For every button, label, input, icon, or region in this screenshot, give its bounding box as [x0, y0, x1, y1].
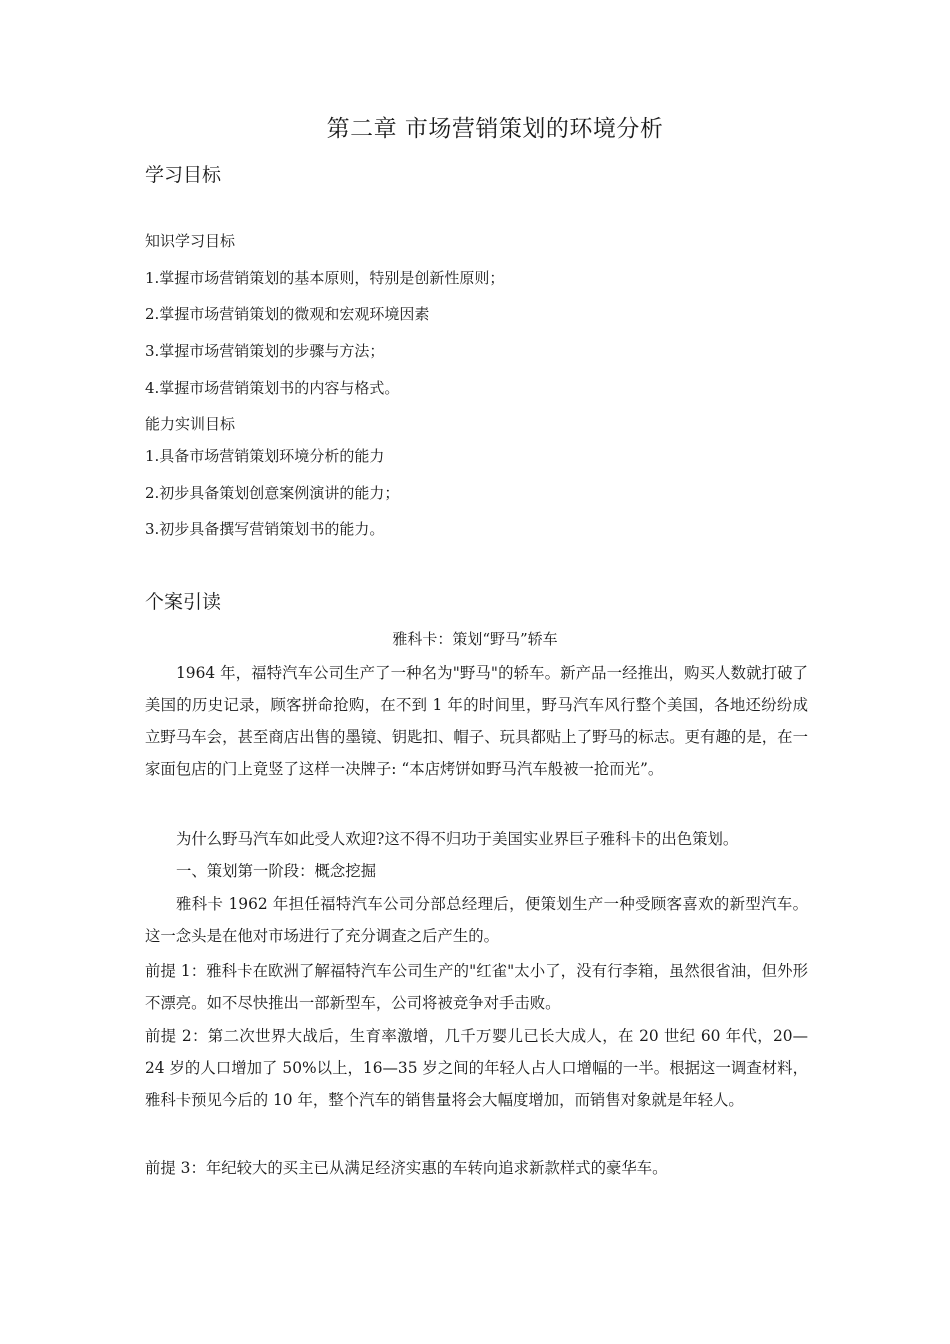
case-title: 雅科卡：策划“野马”轿车	[392, 630, 558, 648]
case-paragraph: 1964 年，福特汽车公司生产了一种名为"野马"的轿车。新产品一经推出，购买人数就打破了美国的历史记录，顾客拼命抢购，在不到 1 年的时间里，野马汽车风行整个美国，各地还纷纷成立野马车会，甚至商店出售的墨镜、钥匙扣、帽子、玩具都贴上了野马的标志。更有趣的是，在一家面包店的门上竟竖了这样一决牌子: “本店烤饼如野马汽车般被一抢而光”。	[145, 664, 808, 778]
knowledge-goal-item: 2.掌握市场营销策划的微观和宏观环境因素	[145, 305, 430, 323]
knowledge-goal-item: 4.掌握市场营销策划书的内容与格式。	[145, 379, 400, 397]
premise-paragraph: 前提 2：第二次世界大战后，生育率激增，几千万婴儿已长大成人，在 20 世纪 60 年代，20—24 岁的人口增加了 50%以上，16—35 岁之间的年轻人占人口增幅的一半。根据这一调查材料，雅科卡预见今后的 10 年，整个汽车的销售量将会大幅度增加，而销售对象就是年轻人。	[145, 1027, 808, 1109]
ability-goal-item: 3.初步具备撰写营销策划书的能力。	[145, 520, 385, 538]
chapter-title: 第二章 市场营销策划的环境分析	[326, 116, 664, 142]
case-subheading: 一、策划第一阶段：概念挖掘	[176, 862, 377, 880]
knowledge-goal-item: 3.掌握市场营销策划的步骤与方法；	[145, 342, 385, 360]
case-paragraph: 为什么野马汽车如此受人欢迎?这不得不归功于美国实业界巨子雅科卡的出色策划。	[176, 830, 739, 848]
ability-goals-heading: 能力实训目标	[145, 415, 236, 433]
premise-paragraph: 前提 1：雅科卡在欧洲了解福特汽车公司生产的"红雀"太小了，没有行李箱，虽然很省油，但外形不漂亮。如不尽快推出一部新型车，公司将被竞争对手击败。	[145, 962, 808, 1012]
ability-goal-item: 1.具备市场营销策划环境分析的能力	[145, 447, 385, 465]
premise-paragraph: 前提 3：年纪较大的买主已从满足经济实惠的车转向追求新款样式的豪华车。	[145, 1159, 668, 1177]
ability-goal-item: 2.初步具备策划创意案例演讲的能力；	[145, 484, 400, 502]
case-heading: 个案引读	[145, 591, 222, 613]
knowledge-goals-heading: 知识学习目标	[145, 232, 236, 250]
learning-goals-heading: 学习目标	[145, 164, 222, 186]
knowledge-goal-item: 1.掌握市场营销策划的基本原则，特别是创新性原则；	[145, 269, 505, 287]
case-paragraph: 雅科卡 1962 年担任福特汽车公司分部总经理后，便策划生产一种受顾客喜欢的新型汽车。这一念头是在他对市场进行了充分调查之后产生的。	[145, 895, 808, 945]
